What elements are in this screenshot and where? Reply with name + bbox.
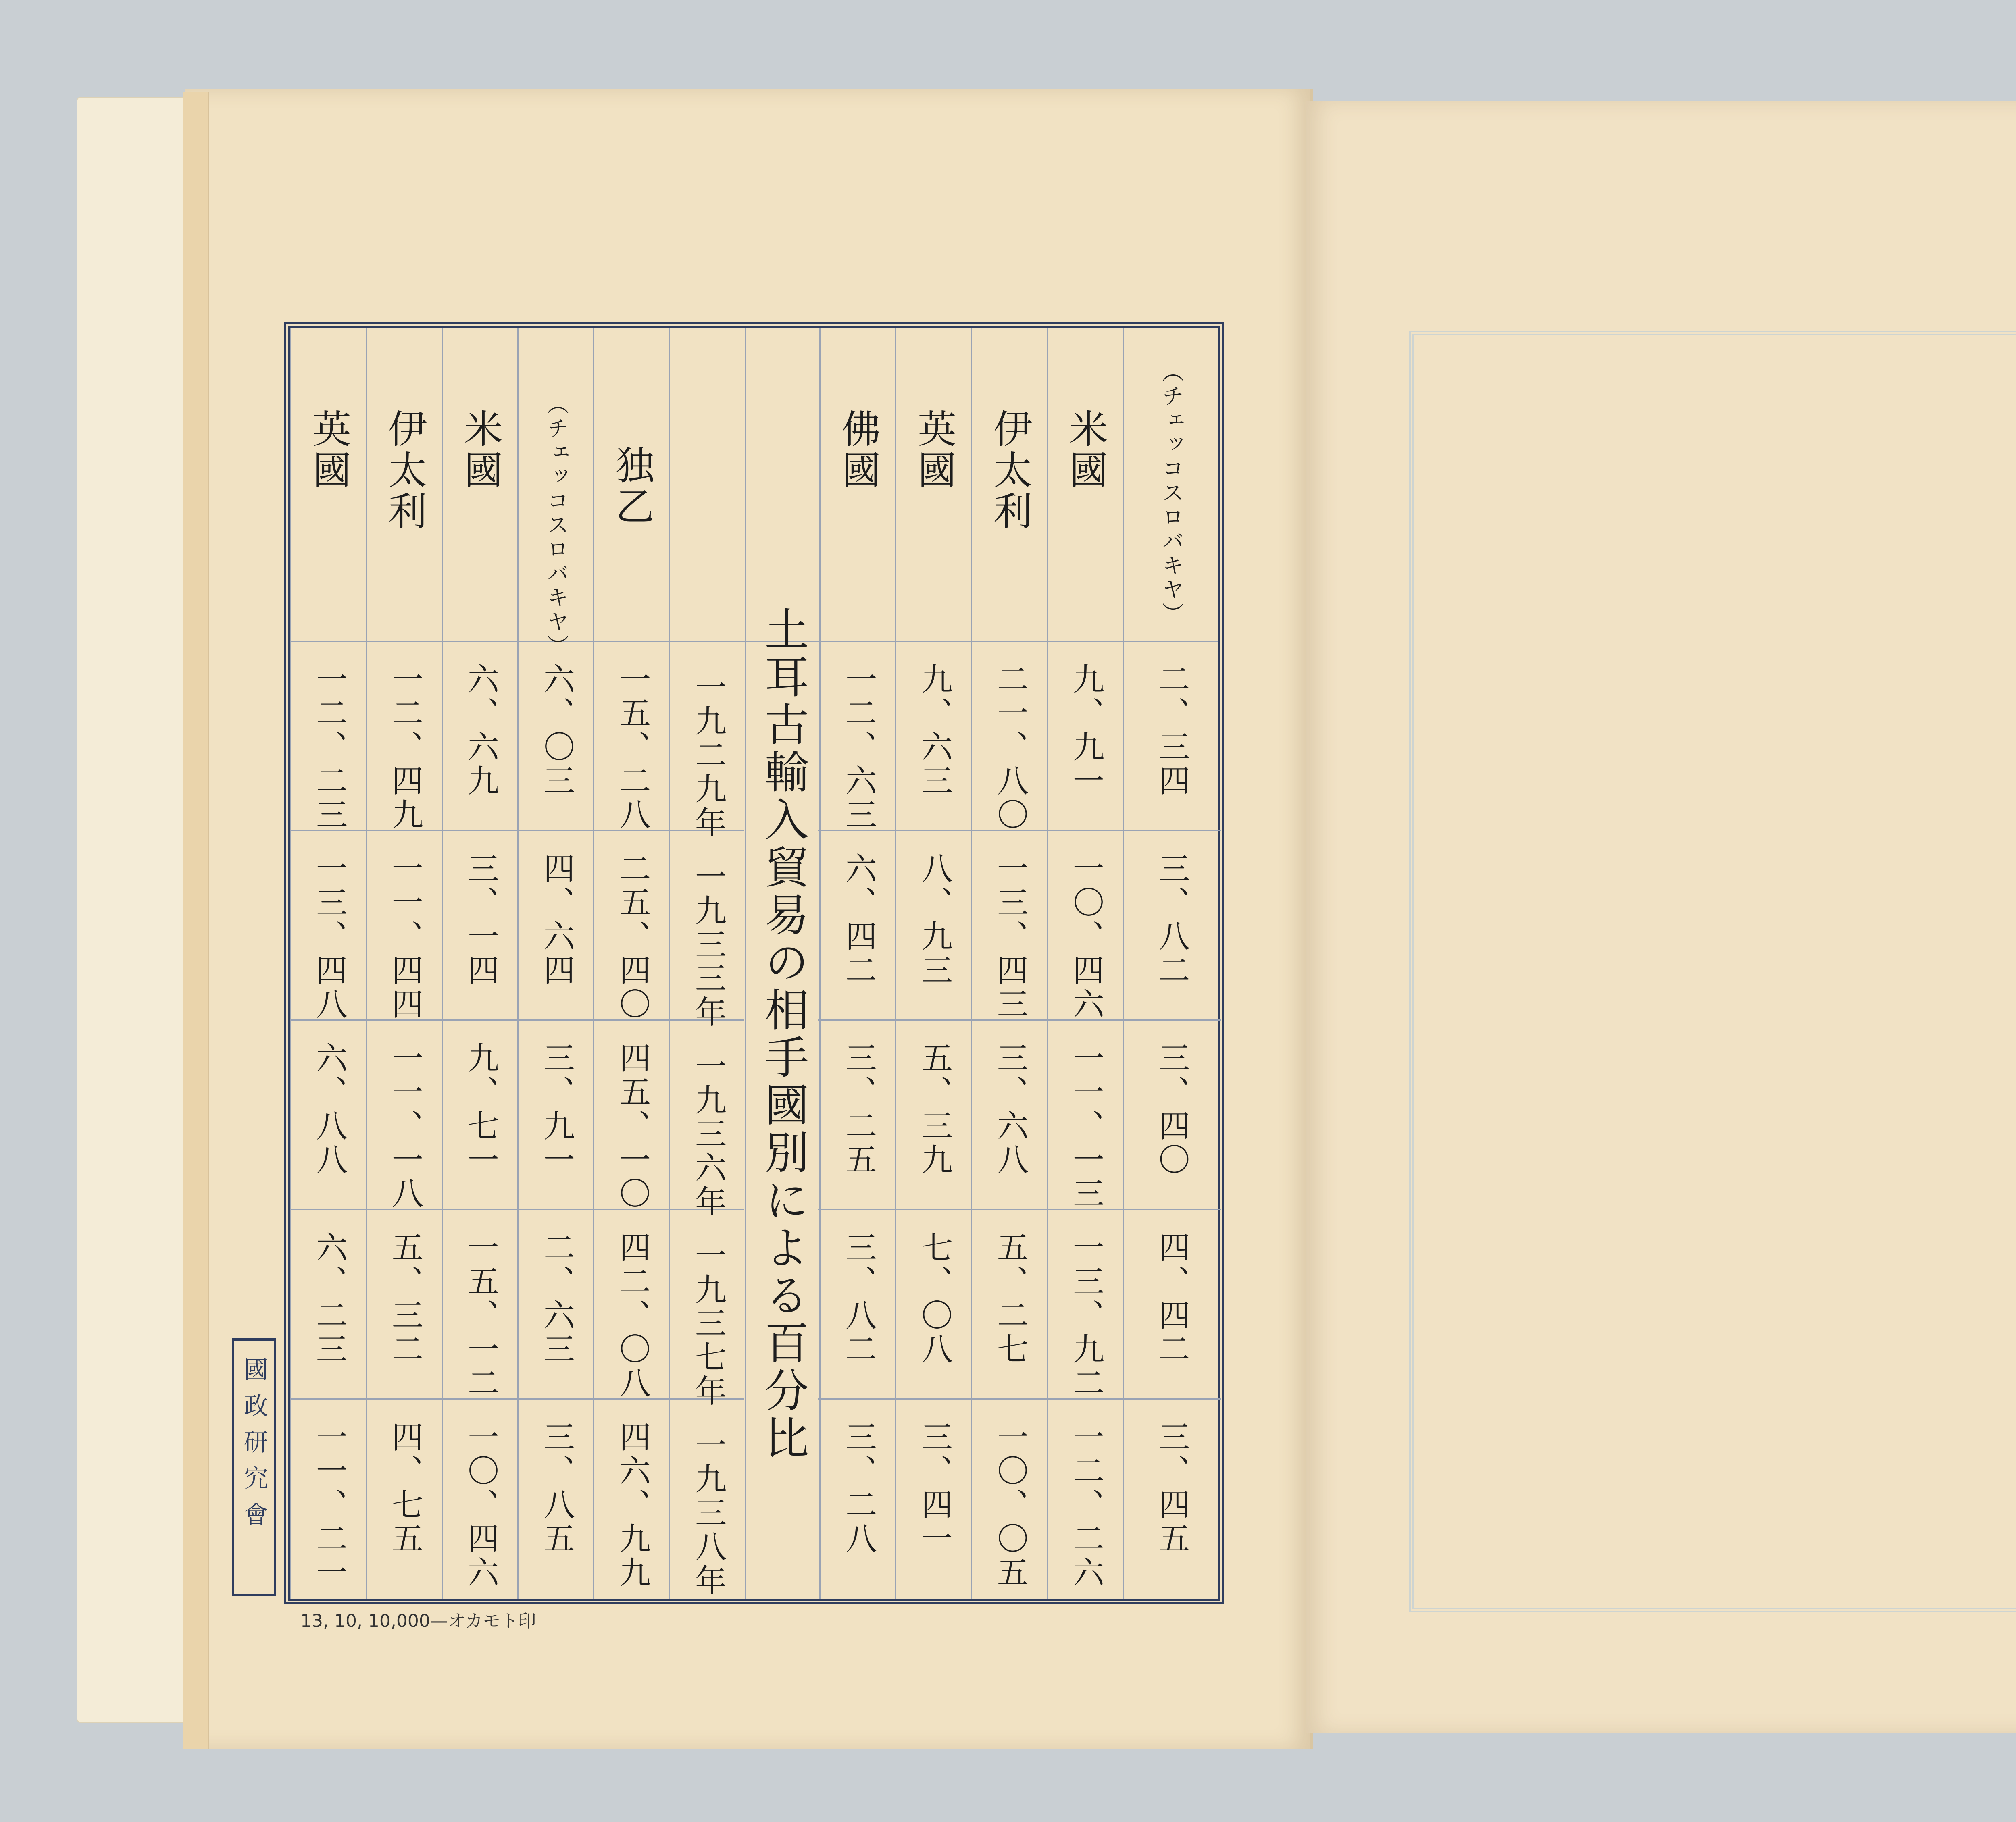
- table-column: [971, 328, 1048, 1599]
- table-cell: 一二、四九: [387, 663, 423, 832]
- year-label: 一九三三年: [690, 860, 726, 1030]
- year-column: [669, 328, 746, 1599]
- table-cell: 六、八八: [311, 1042, 347, 1177]
- table-cell: 三、二八: [840, 1421, 877, 1556]
- table-cell: 七、〇八: [916, 1231, 952, 1366]
- table-cell: 二、三四: [1153, 663, 1190, 798]
- table-cell: 三、九一: [538, 1042, 575, 1177]
- bleed-through-table: [1409, 331, 2016, 1612]
- country-label: 独乙: [609, 445, 655, 527]
- table-cell: 四五、一〇: [614, 1042, 650, 1211]
- publisher-stamp: [232, 1338, 276, 1596]
- table-cell: 四、七五: [387, 1421, 423, 1556]
- table-cell: 二一、八〇: [992, 663, 1028, 832]
- table-cell: 六、二三: [311, 1231, 347, 1366]
- country-label: 英國: [306, 409, 352, 491]
- year-label: 一九三六年: [690, 1050, 726, 1219]
- table-cell: 四、四二: [1153, 1231, 1190, 1366]
- table-cell: 九、七一: [462, 1042, 499, 1177]
- table-cell: 五、三九: [916, 1042, 952, 1177]
- table-cell: 八、九三: [916, 852, 952, 988]
- table-cell: 一三、九二: [1068, 1231, 1104, 1400]
- table-cell: 六、〇三: [538, 663, 575, 798]
- country-label: 伊太利: [987, 409, 1033, 532]
- percentage-table: [284, 322, 1224, 1604]
- table-cell: 一一、一三: [1068, 1042, 1104, 1211]
- year-label: 一九三八年: [690, 1429, 726, 1598]
- header-note: （チェッコスロバキヤ）: [1159, 360, 1184, 626]
- table-cell: 一〇、四六: [1068, 852, 1104, 1021]
- table-cell: 三、六八: [992, 1042, 1028, 1177]
- table-cell: 五、二七: [992, 1231, 1028, 1366]
- table-cell: 一二、六三: [840, 663, 877, 832]
- country-label: 佛國: [835, 409, 881, 491]
- table-cell: 三、一四: [462, 852, 499, 988]
- country-label: 伊太利: [382, 409, 427, 532]
- table-cell: 一一、一八: [387, 1042, 423, 1211]
- country-label: （チェッコスロバキヤ）: [544, 393, 569, 659]
- table-cell: 三、八五: [538, 1421, 575, 1556]
- table-column: [1047, 328, 1124, 1599]
- country-label: 英國: [911, 409, 957, 491]
- table-column: [1123, 328, 1219, 1599]
- table-cell: 九、六三: [916, 663, 952, 798]
- table-cell: 三、四〇: [1153, 1042, 1190, 1177]
- table-cell: 四、六四: [538, 852, 575, 988]
- table-cell: 六、六九: [462, 663, 499, 798]
- left-page-edge: [183, 92, 209, 1749]
- table-cell: 一五、一二: [462, 1231, 499, 1400]
- table-cell: 一一、二一: [311, 1421, 347, 1590]
- printer-line: 13, 10, 10,000—オカモト印: [300, 1611, 536, 1631]
- table-cell: 四六、九九: [614, 1421, 650, 1590]
- table-cell: 一〇、四六: [462, 1421, 499, 1590]
- table-column: [442, 328, 519, 1599]
- table-column: [819, 328, 896, 1599]
- table-cell: 一三、四八: [311, 852, 347, 1021]
- year-label: 一九二九年: [690, 671, 726, 840]
- table-cell: 一〇、〇五: [992, 1421, 1028, 1590]
- table-column: [895, 328, 972, 1599]
- table-cell: 二、六三: [538, 1231, 575, 1366]
- table-cell: 三、四五: [1153, 1421, 1190, 1556]
- table-column: [517, 328, 594, 1599]
- stamp-label: 國政研究會: [240, 1357, 268, 1538]
- table-title: 土耳古輸入貿易の相手國別による百分比: [757, 606, 809, 1462]
- table-cell: 六、四二: [840, 852, 877, 988]
- table-cell: 一二、二三: [311, 663, 347, 832]
- table-cell: 四二、〇八: [614, 1231, 650, 1400]
- table-cell: 三、四一: [916, 1421, 952, 1556]
- table-cell: 一二、二六: [1068, 1421, 1104, 1590]
- table-cell: 三、八二: [1153, 852, 1190, 988]
- table-column: [593, 328, 670, 1599]
- table-cell: 一三、四三: [992, 852, 1028, 1021]
- country-label: 米國: [458, 409, 503, 491]
- year-label: 一九三七年: [690, 1239, 726, 1408]
- table-column: [366, 328, 443, 1599]
- table-cell: 一一、四四: [387, 852, 423, 1021]
- table-cell: 一五、二八: [614, 663, 650, 832]
- table-cell: 二五、四〇: [614, 852, 650, 1021]
- table-cell: 九、九一: [1068, 663, 1104, 798]
- title-column: [745, 328, 821, 1599]
- table-column: [290, 328, 367, 1599]
- country-label: 米國: [1063, 409, 1108, 491]
- table-cell: 五、三二: [387, 1231, 423, 1366]
- table-cell: 三、八二: [840, 1231, 877, 1366]
- table-cell: 三、二五: [840, 1042, 877, 1177]
